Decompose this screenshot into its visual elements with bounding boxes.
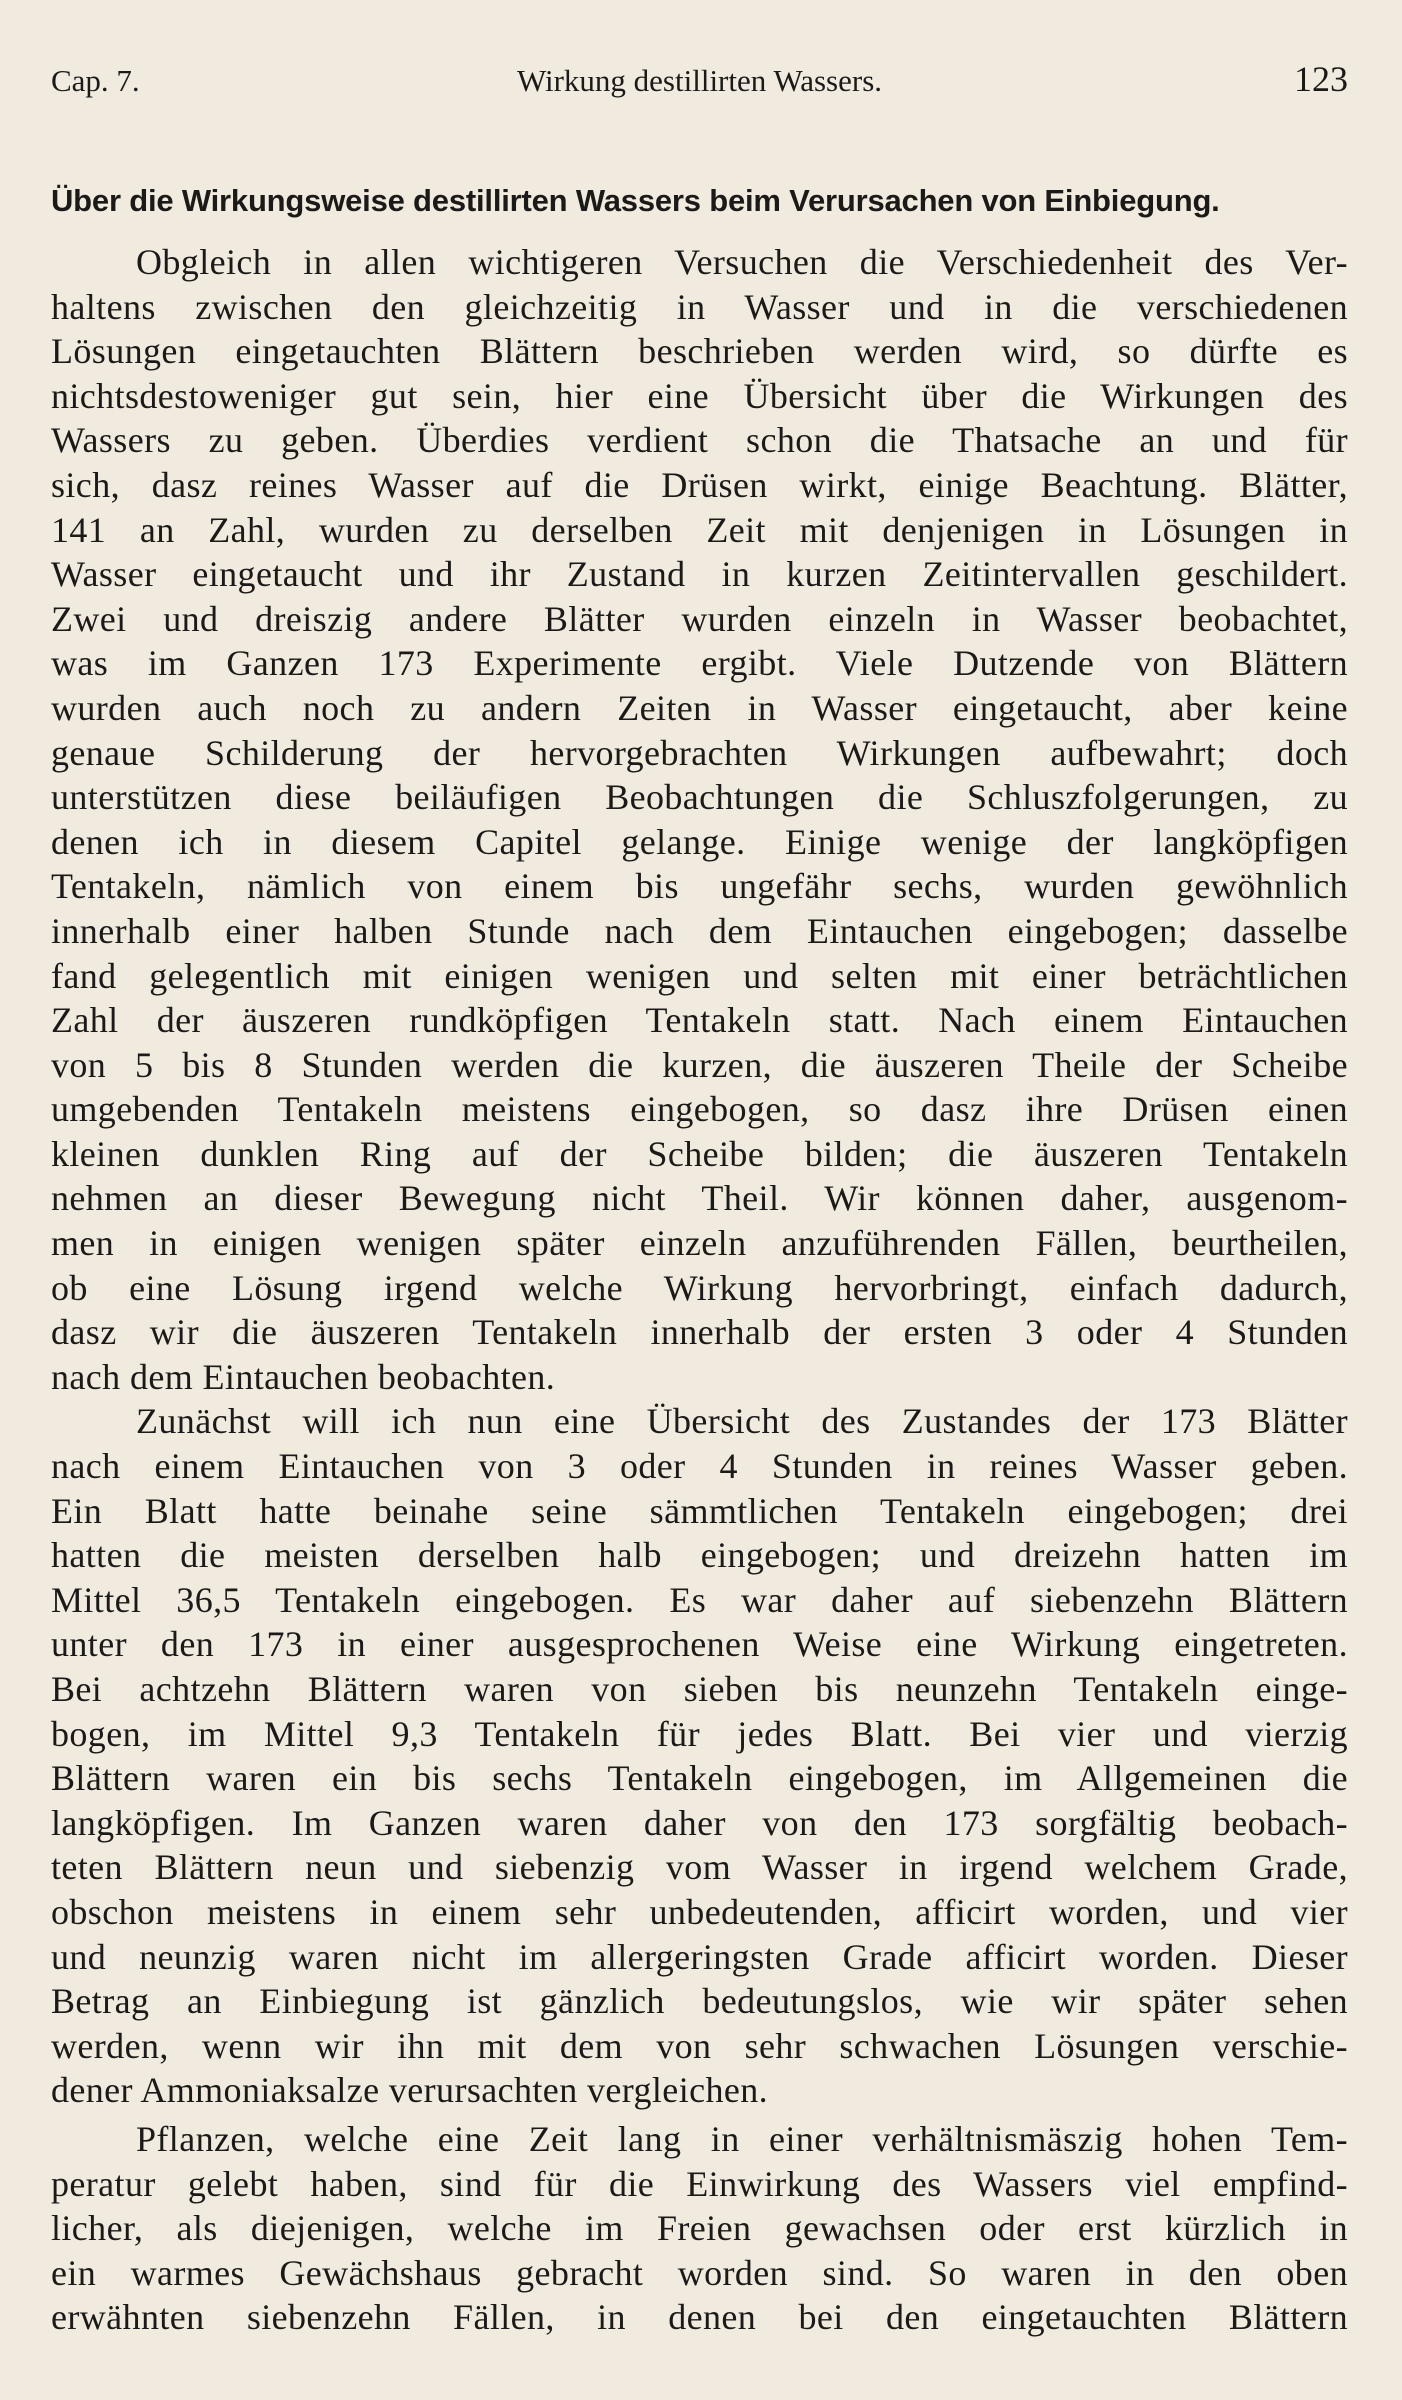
text-line: Wassers zu geben. Überdies verdient schon die Thatsache an und für	[51, 420, 1348, 461]
text-line: nichtsdestoweniger gut sein, hier eine Übersicht über die Wirkungen des	[51, 375, 1348, 416]
text-line: Tentakeln, nämlich von einem bis ungefähr sechs, wurden gewöhnlich	[51, 866, 1348, 907]
chapter-label: Cap. 7.	[51, 63, 140, 98]
text-line: werden, wenn wir ihn mit dem von sehr schwachen Lösungen verschie-	[51, 2025, 1348, 2066]
text-line: langköpfigen. Im Ganzen waren daher von den 173 sorgfältig beobach-	[51, 1802, 1348, 1843]
page-number: 123	[1294, 59, 1348, 99]
text-line: Mittel 36,5 Tentakeln eingebogen. Es war daher auf siebenzehn Blättern	[51, 1579, 1348, 1620]
text-line: Bei achtzehn Blättern waren von sieben bis neunzehn Tentakeln einge-	[51, 1669, 1348, 1709]
text-line: denen ich in diesem Capitel gelange. Einige wenige der langköpfigen	[51, 821, 1348, 862]
text-line: haltens zwischen den gleichzeitig in Wasser und in die verschiedenen	[51, 286, 1348, 327]
text-line: 141 an Zahl, wurden zu derselben Zeit mit denjenigen in Lösungen in	[51, 509, 1348, 550]
text-line: unter den 173 in einer ausgesprochenen Weise eine Wirkung eingetreten.	[51, 1624, 1348, 1665]
text-line: hatten die meisten derselben halb eingebogen; und dreizehn hatten im	[51, 1535, 1348, 1576]
running-title: Wirkung destillirten Wassers.	[516, 63, 883, 98]
text-line: Zahl der äuszeren rundköpfigen Tentakeln statt. Nach einem Eintauchen	[51, 1000, 1348, 1041]
text-line: umgebenden Tentakeln meistens eingebogen, so dasz ihre Drüsen einen	[51, 1089, 1348, 1130]
text-line: nach einem Eintauchen von 3 oder 4 Stunden in reines Wasser geben.	[51, 1446, 1348, 1487]
text-line: genaue Schilderung der hervorgebrachten Wirkungen aufbewahrt; doch	[51, 732, 1348, 773]
text-line: Pflanzen, welche eine Zeit lang in einer verhältnismäszig hohen Tem-	[136, 2118, 1348, 2159]
text-line: Lösungen eingetauchten Blättern beschrieben werden wird, so dürfte es	[51, 331, 1348, 372]
body-text	[51, 240, 1348, 2340]
text-line: Ein Blatt hatte beinahe seine sämmtlichen Tentakeln eingebogen; drei	[51, 1490, 1348, 1531]
text-line: Blättern waren ein bis sechs Tentakeln eingebogen, im Allgemeinen die	[51, 1758, 1348, 1799]
text-line: sich, dasz reines Wasser auf die Drüsen wirkt, einige Beachtung. Blätter,	[51, 464, 1348, 505]
text-line: Zunächst will ich nun eine Übersicht des Zustandes der 173 Blätter	[136, 1401, 1348, 1442]
text-line: von 5 bis 8 Stunden werden die kurzen, die äuszeren Theile der Scheibe	[51, 1044, 1348, 1085]
running-header	[51, 58, 1348, 122]
text-line: wurden auch noch zu andern Zeiten in Wasser eingetaucht, aber keine	[51, 687, 1348, 728]
text-line: dener Ammoniaksalze verursachten vergleichen.	[51, 2070, 769, 2111]
text-line: was im Ganzen 173 Experimente ergibt. Viele Dutzende von Blättern	[51, 643, 1348, 684]
text-line: unterstützen diese beiläufigen Beobachtungen die Schluszfolgerungen, zu	[51, 777, 1348, 818]
text-line: innerhalb einer halben Stunde nach dem Eintauchen eingebogen; dasselbe	[51, 910, 1348, 951]
text-line: Wasser eingetaucht und ihr Zustand in kurzen Zeitintervallen geschildert.	[51, 554, 1348, 595]
text-line: dasz wir die äuszeren Tentakeln innerhalb der ersten 3 oder 4 Stunden	[51, 1312, 1348, 1353]
text-line: und neunzig waren nicht im allergeringsten Grade afficirt worden. Dieser	[51, 1936, 1348, 1977]
text-line: men in einigen wenigen später einzeln anzuführenden Fällen, beurtheilen,	[51, 1223, 1348, 1264]
text-line: Zwei und dreiszig andere Blätter wurden einzeln in Wasser beobachtet,	[51, 598, 1348, 639]
text-line: Obgleich in allen wichtigeren Versuchen die Verschiedenheit des Ver-	[136, 242, 1348, 282]
text-line: erwähnten siebenzehn Fällen, in denen bei den eingetauchten Blättern	[51, 2297, 1348, 2338]
section-heading: Über die Wirkungsweise destillirten Wassers beim Verursachen von Einbiegung.	[51, 183, 1220, 218]
text-line: licher, als diejenigen, welche im Freien gewachsen oder erst kürzlich in	[51, 2208, 1348, 2249]
text-line: obschon meistens in einem sehr unbedeutenden, afficirt worden, und vier	[51, 1891, 1348, 1932]
text-line: kleinen dunklen Ring auf der Scheibe bilden; die äuszeren Tentakeln	[51, 1133, 1348, 1174]
text-line: Betrag an Einbiegung ist gänzlich bedeutungslos, wie wir später sehen	[51, 1981, 1348, 2022]
text-line: nehmen an dieser Bewegung nicht Theil. Wir können daher, ausgenom-	[51, 1178, 1348, 1219]
text-line: bogen, im Mittel 9,3 Tentakeln für jedes Blatt. Bei vier und vierzig	[51, 1713, 1348, 1754]
text-line: ob eine Lösung irgend welche Wirkung hervorbringt, einfach dadurch,	[51, 1267, 1348, 1308]
text-line: peratur gelebt haben, sind für die Einwirkung des Wassers viel empfind-	[51, 2163, 1348, 2204]
text-line: ein warmes Gewächshaus gebracht worden sind. So waren in den oben	[51, 2252, 1348, 2293]
text-line: teten Blättern neun und siebenzig vom Wasser in irgend welchem Grade,	[51, 1847, 1348, 1888]
text-line: nach dem Eintauchen beobachten.	[51, 1356, 556, 1397]
text-line: fand gelegentlich mit einigen wenigen und selten mit einer beträchtlichen	[51, 955, 1348, 996]
